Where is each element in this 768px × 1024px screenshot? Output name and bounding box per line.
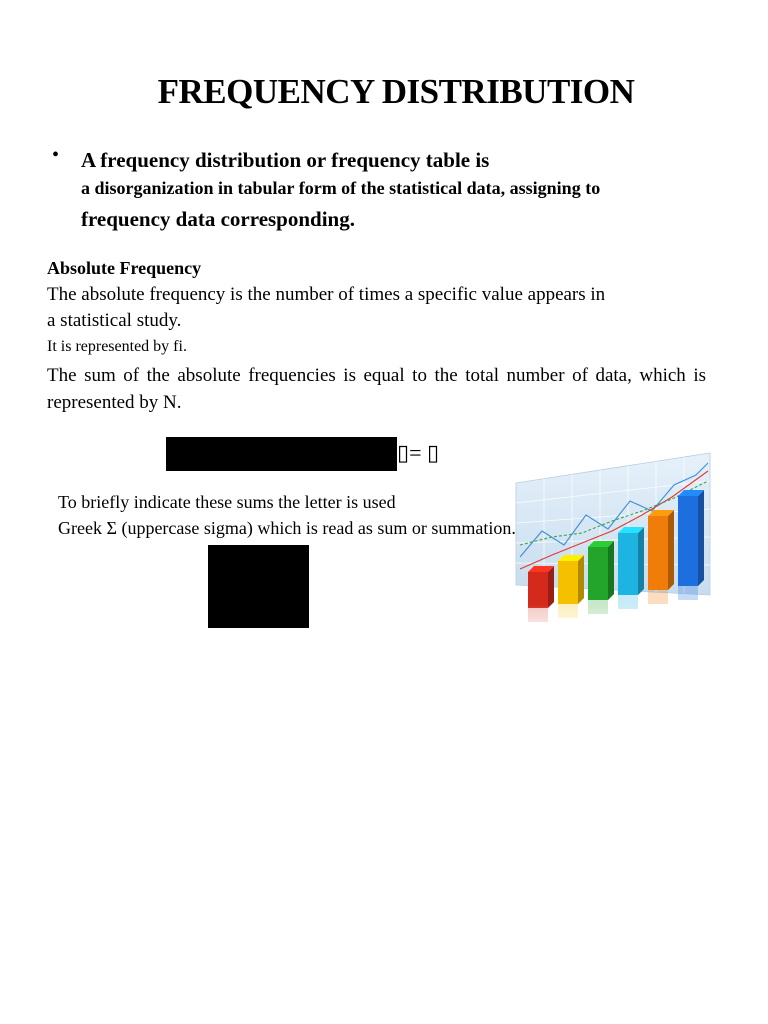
- redacted-image: [208, 545, 309, 628]
- bar-front: [528, 572, 548, 608]
- bullet-line-2: a disorganization in tabular form of the statistical data, assigning to: [81, 178, 601, 198]
- redacted-formula: [166, 437, 397, 471]
- page-title: FREQUENCY DISTRIBUTION: [157, 72, 635, 111]
- bar-side: [638, 527, 644, 595]
- bar-side: [608, 541, 614, 600]
- bullet-line-3: frequency data corresponding.: [81, 207, 355, 231]
- bar-side: [578, 555, 584, 604]
- chart-bar: [588, 541, 614, 614]
- section-heading-absolute-frequency: Absolute Frequency: [47, 258, 202, 278]
- bar-reflection: [678, 586, 698, 600]
- bar-front: [558, 561, 578, 604]
- bar-side: [698, 490, 704, 586]
- chart-illustration-svg: [512, 445, 712, 645]
- bar-reflection: [648, 590, 668, 604]
- bar-chart-illustration: [512, 445, 712, 645]
- bar-front: [618, 533, 638, 595]
- sigma-line-1: To briefly indicate these sums the letter is used: [58, 492, 396, 512]
- notation-line: It is represented by fi.: [47, 338, 187, 355]
- bar-front: [588, 547, 608, 600]
- bullet-marker: •: [52, 144, 60, 166]
- sum-paragraph: The sum of the absolute frequencies is equal to the total number of data, which is represented by N.: [47, 365, 706, 413]
- bar-front: [648, 516, 668, 590]
- chart-bar: [618, 527, 644, 609]
- sigma-line-2: Greek Σ (uppercase sigma) which is read as sum or summation.: [58, 518, 516, 538]
- formula-tail: ▯= ▯: [397, 440, 440, 465]
- chart-bar: [678, 490, 704, 600]
- bullet-line-1: A frequency distribution or frequency table is: [81, 148, 490, 172]
- bar-front: [678, 496, 698, 586]
- definition-line-1: The absolute frequency is the number of times a specific value appears in: [47, 284, 606, 305]
- definition-line-2: a statistical study.: [47, 310, 182, 331]
- bar-side: [548, 566, 554, 608]
- floor-reflection: [512, 605, 712, 645]
- bar-side: [668, 510, 674, 590]
